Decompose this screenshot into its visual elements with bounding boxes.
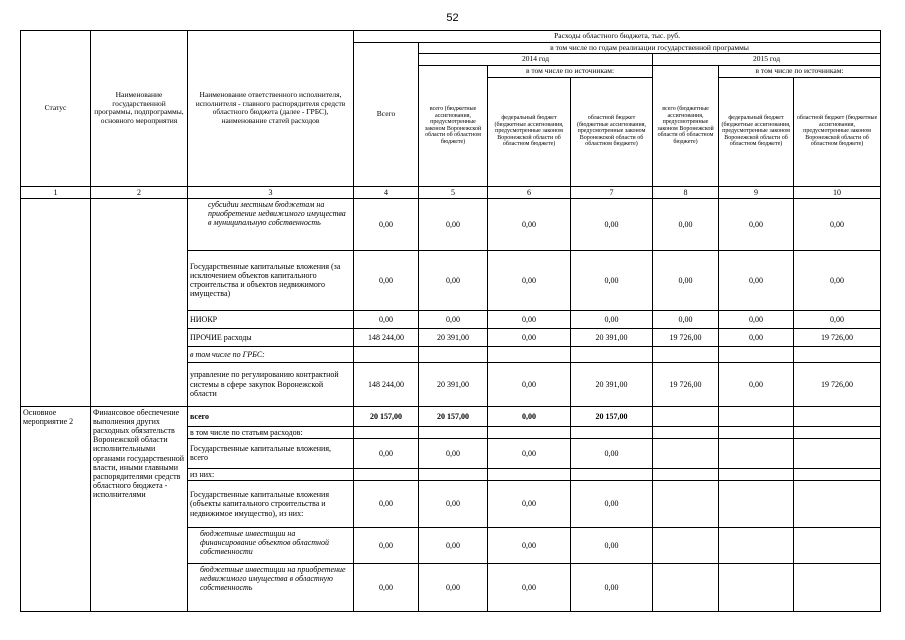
col-num: 8 [653,186,719,198]
value-cell: 20 391,00 [571,362,653,406]
empty-cell [794,346,881,362]
value-cell: 20 157,00 [571,406,653,426]
value-cell: 20 157,00 [354,406,419,426]
sources-2014-header: в том числе по источникам: [488,65,653,77]
col-num: 1 [21,186,91,198]
col-num: 9 [719,186,794,198]
value-cell: 0,00 [488,406,571,426]
empty-cell [719,564,794,612]
federal-2014-header: федеральный бюджет (бюджетные ассигнования, предусмотренные законом Воронежской области об областном бюджете) [488,77,571,186]
year-2014-header: 2014 год [419,54,653,66]
header-row-1 [21,31,881,43]
value-cell: 20 157,00 [419,406,488,426]
value-cell: 0,00 [653,198,719,250]
empty-cell [354,426,419,438]
value-cell: 0,00 [419,564,488,612]
empty-cell [571,426,653,438]
value-cell: 0,00 [794,198,881,250]
value-cell: 0,00 [354,250,419,310]
empty-cell [794,406,881,426]
empty-cell [488,346,571,362]
value-cell: 0,00 [571,528,653,564]
empty-cell [719,438,794,468]
total-2015-header: всего (бюджетные ассигнования, предусмотренные законом Воронежской области об областном бюджете) [653,65,719,186]
value-cell: 148 244,00 [354,362,419,406]
grbs-subheader: в том числе по ГРБС: [188,346,354,362]
empty-cell [419,426,488,438]
value-cell: 0,00 [354,198,419,250]
empty-cell [419,468,488,480]
value-cell: 148 244,00 [354,328,419,346]
empty-cell [488,426,571,438]
value-cell: 0,00 [719,362,794,406]
regional-2015-header: областной бюджет (бюджетные ассигнования, предусмотренные законом Воронежской области об областном бюджете) [794,77,881,186]
value-cell: 0,00 [571,198,653,250]
total-header: Всего [354,42,419,186]
empty-cell [719,406,794,426]
value-cell: 0,00 [719,198,794,250]
value-cell: 0,00 [419,438,488,468]
value-cell: 0,00 [571,438,653,468]
col-num: 2 [91,186,188,198]
empty-cell [794,468,881,480]
expense-label: ПРОЧИЕ расходы [188,328,354,346]
value-cell: 0,00 [419,198,488,250]
by-years-header: в том числе по годам реализации государственной программы [419,42,881,54]
executor-header: Наименование ответственного исполнителя, исполнителя - главного распорядителя средств областного бюджета (далее - ГРБС), наименование статей расходов [188,31,354,187]
value-cell: 0,00 [571,310,653,328]
expense-label: бюджетные инвестиции на приобретение недвижимого имущества в областную собственность [188,564,354,612]
empty-cell [571,468,653,480]
col-num: 4 [354,186,419,198]
value-cell: 0,00 [719,328,794,346]
federal-2015-header: федеральный бюджет (бюджетные ассигнования, предусмотренные законом Воронежской области об областном бюджете) [719,77,794,186]
page-number: 52 [446,12,459,24]
expense-label: бюджетные инвестиции на финансирование объектов областной собственности [188,528,354,564]
empty-cell [419,346,488,362]
column-number-row [21,186,881,198]
empty-cell [719,528,794,564]
year-2015-header: 2015 год [653,54,881,66]
empty-cell [354,346,419,362]
activity-name: Финансовое обеспечение выполнения других расходных обязательств Воронежской области исполнительными органами государственной власти, иными главными распорядителями средств областного бюджета - исполнителями [91,406,188,611]
value-cell: 0,00 [488,481,571,528]
empty-cell [719,481,794,528]
total-2014-header: всего (бюджетные ассигнования, предусмотренные законом Воронежской области об областном бюджете) [419,65,488,186]
value-cell: 0,00 [488,250,571,310]
empty-cell [719,426,794,438]
activity-status: Основное мероприятие 2 [21,406,91,611]
empty-cell [653,481,719,528]
value-cell: 0,00 [719,250,794,310]
empty-cell [653,528,719,564]
sources-2015-header: в том числе по источникам: [719,65,881,77]
expense-label: Государственные капитальные вложения, всего [188,438,354,468]
empty-cell [354,468,419,480]
value-cell: 0,00 [794,310,881,328]
expense-label: Государственные капитальные вложения (объекты капитального строительства и недвижимое имущество), из них: [188,481,354,528]
value-cell: 0,00 [488,438,571,468]
value-cell: 0,00 [488,564,571,612]
value-cell: 19 726,00 [653,362,719,406]
status-header: Статус [21,31,91,187]
col-num: 5 [419,186,488,198]
empty-cell [653,438,719,468]
col-num: 6 [488,186,571,198]
col-num: 7 [571,186,653,198]
value-cell: 0,00 [354,438,419,468]
value-cell: 0,00 [488,362,571,406]
value-cell: 0,00 [419,528,488,564]
empty-cell [719,346,794,362]
value-cell: 0,00 [488,328,571,346]
articles-subheader: в том числе по статьям расходов: [188,426,354,438]
value-cell: 0,00 [354,564,419,612]
col-num: 10 [794,186,881,198]
value-cell: 0,00 [419,310,488,328]
empty-cell [653,346,719,362]
value-cell: 0,00 [653,250,719,310]
value-cell: 0,00 [488,528,571,564]
value-cell: 20 391,00 [571,328,653,346]
value-cell: 0,00 [354,310,419,328]
expense-label: управление по регулированию контрактной системы в сфере закупок Воронежской области [188,362,354,406]
value-cell: 0,00 [419,481,488,528]
expense-label: НИОКР [188,310,354,328]
empty-cell [794,426,881,438]
empty-cell [719,468,794,480]
table-row [21,406,881,426]
expense-label: Государственные капитальные вложения (за исключением объектов капитального строительства и объектов недвижимого имущества) [188,250,354,310]
value-cell: 0,00 [354,528,419,564]
empty-cell [794,481,881,528]
value-cell: 0,00 [719,310,794,328]
empty-cell [653,426,719,438]
value-cell: 0,00 [571,250,653,310]
value-cell: 20 391,00 [419,328,488,346]
value-cell: 0,00 [354,481,419,528]
empty-cell [794,564,881,612]
value-cell: 0,00 [571,564,653,612]
status-cell-empty [21,198,91,406]
expense-label: всего [188,406,354,426]
empty-cell [571,346,653,362]
value-cell: 19 726,00 [653,328,719,346]
value-cell: 0,00 [794,250,881,310]
value-cell: 19 726,00 [794,362,881,406]
empty-cell [794,438,881,468]
value-cell: 19 726,00 [794,328,881,346]
col-num: 3 [188,186,354,198]
program-name-header: Наименование государственной программы, подпрограммы, основного мероприятия [91,31,188,187]
empty-cell [653,564,719,612]
value-cell: 0,00 [571,481,653,528]
value-cell: 20 391,00 [419,362,488,406]
empty-cell [794,528,881,564]
table-row [21,198,881,250]
value-cell: 0,00 [419,250,488,310]
value-cell: 0,00 [653,310,719,328]
expenses-title-header: Расходы областного бюджета, тыс. руб. [354,31,881,43]
expense-label: субсидии местным бюджетам на приобретение недвижимого имущества в муниципальную собственность [188,198,354,250]
empty-cell [488,468,571,480]
value-cell: 0,00 [488,198,571,250]
of-them-subheader: из них: [188,468,354,480]
empty-cell [653,468,719,480]
value-cell: 0,00 [488,310,571,328]
empty-cell [653,406,719,426]
regional-2014-header: областной бюджет (бюджетные ассигнования, предусмотренные законом Воронежской области об областном бюджете) [571,77,653,186]
budget-table [20,30,881,612]
program-cell-empty [91,198,188,406]
